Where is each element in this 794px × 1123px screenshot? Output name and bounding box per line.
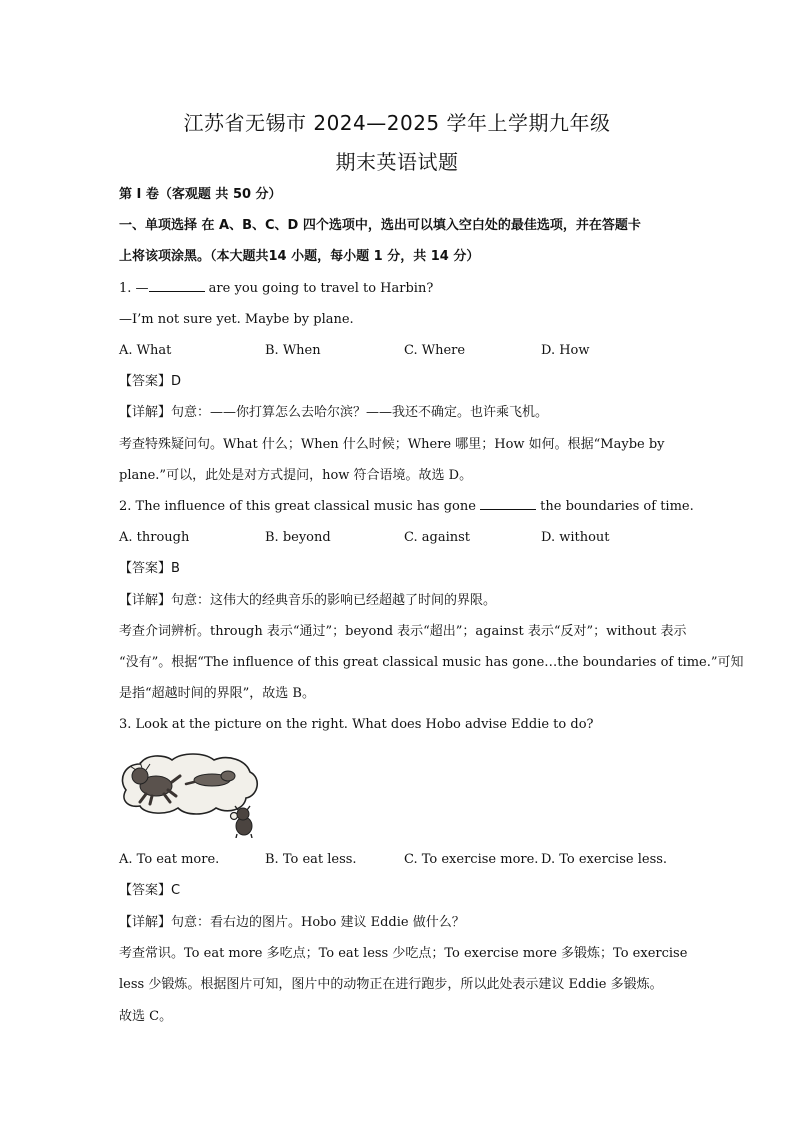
- q1-option-c: C. Where: [404, 343, 466, 358]
- q2-detail-line: “没有”。根据“The influence of this great classical music has gone…the boundaries of time.”可知: [119, 655, 744, 670]
- q1-answer: 【答案】D: [119, 374, 182, 389]
- question-1-reply: —I’m not sure yet. Maybe by plane.: [119, 312, 354, 327]
- q3-detail-line: 故选 C。: [119, 1009, 173, 1024]
- q1-detail-line: plane.”可以，此处是对方式提问，how 符合语境。故选 D。: [119, 468, 473, 483]
- question-1-text: 1. — are you going to travel to Harbin?: [119, 281, 434, 296]
- q3-detail-line: 考查常识。To eat more 多吃点；To eat less 少吃点；To exercise more 多锻炼；To exercise: [119, 946, 688, 961]
- answer-blank: [149, 280, 205, 292]
- q3-option-a: A. To eat more.: [119, 852, 220, 867]
- page-title: 江苏省无锡市 2024—2025 学年上学期九年级: [183, 111, 611, 135]
- q1-option-a: A. What: [119, 343, 172, 358]
- q2-detail-line: 考查介词辨析。through 表示“通过”；beyond 表示“超出”；against 表示“反对”；without 表示: [119, 624, 687, 639]
- section-instructions-line1: 一、单项选择 在 A、B、C、D 四个选项中，选出可以填入空白处的最佳选项，并在答题卡: [119, 218, 641, 233]
- q1-option-d: D. How: [541, 343, 590, 358]
- q3-detail-line: 【详解】句意：看右边的图片。Hobo 建议 Eddie 做什么？: [119, 915, 465, 930]
- q2-option-d: D. without: [541, 530, 610, 545]
- q2-answer: 【答案】B: [119, 561, 180, 576]
- q2-option-c: C. against: [404, 530, 470, 545]
- q3-option-b: B. To eat less.: [265, 852, 357, 867]
- q1-detail-line: 考查特殊疑问句。What 什么；When 什么时候；Where 哪里；How 如何。根据“Maybe by: [119, 437, 665, 452]
- question-2-text: 2. The influence of this great classical music has gone the boundaries of time.: [119, 499, 694, 514]
- answer-blank: [480, 498, 536, 510]
- bubble-dot: [231, 813, 238, 820]
- q3-answer: 【答案】C: [119, 883, 181, 898]
- question-3-text: 3. Look at the picture on the right. What does Hobo advise Eddie to do?: [119, 717, 594, 732]
- dog-illustration: [116, 750, 266, 838]
- part-heading: 第 I 卷（客观题 共 50 分）: [119, 187, 282, 202]
- q2-option-a: A. through: [119, 530, 190, 545]
- q3-option-c: C. To exercise more.: [404, 852, 539, 867]
- q3-detail-line: less 少锻炼。根据图片可知，图片中的动物正在进行跑步，所以此处表示建议 Eddie 多锻炼。: [119, 977, 663, 992]
- q3-option-d: D. To exercise less.: [541, 852, 668, 867]
- section-instructions-line2: 上将该项涂黑。（本大题共14 小题，每小题 1 分，共 14 分）: [119, 249, 480, 264]
- q2-detail-line: 【详解】句意：这伟大的经典音乐的影响已经超越了时间的界限。: [119, 593, 497, 608]
- running-dog-head: [132, 768, 148, 784]
- q2-detail-line: 是指“超越时间的界限”，故选 B。: [119, 686, 315, 701]
- lying-dog-head: [221, 771, 235, 781]
- q2-option-b: B. beyond: [265, 530, 331, 545]
- q1-detail-line: 【详解】句意：——你打算怎么去哈尔滨？——我还不确定。也许乘飞机。: [119, 405, 549, 420]
- q1-option-b: B. When: [265, 343, 321, 358]
- page-subtitle: 期末英语试题: [335, 150, 459, 174]
